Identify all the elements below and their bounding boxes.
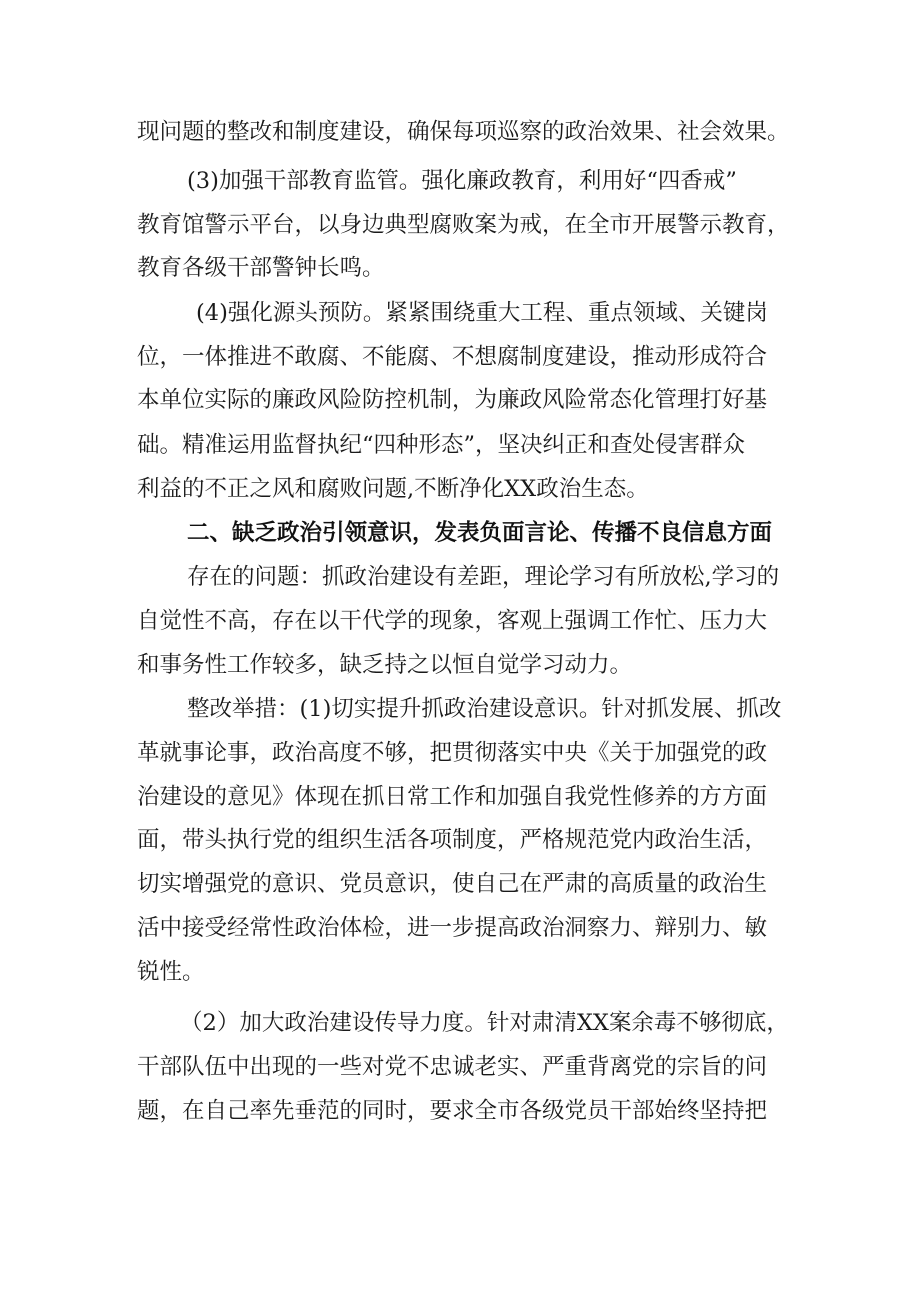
section-heading: 二、缺乏政治引领意识，发表负面言论、传播不良信息方面 [187, 520, 773, 546]
paragraph-line: 存在的问题：抓政治建设有差距，理论学习有所放松,学习的 [187, 564, 780, 590]
paragraph-line: 治建设的意见》体现在抓日常工作和加强自我党性修养的方方面 [137, 784, 768, 810]
paragraph-line: 锐性。 [137, 959, 205, 985]
paragraph-line: 教育馆警示平台，以身边典型腐败案为戒，在全市开展警示教育， [137, 212, 790, 238]
paragraph-line: 教育各级干部警钟长鸣。 [137, 255, 385, 281]
paragraph-line: 切实增强党的意识、党员意识，使自己在严肃的高质量的政治生 [137, 871, 768, 897]
paragraph-line: 本单位实际的廉政风险防控机制，为廉政风险常态化管理打好基 [137, 387, 768, 413]
paragraph-line: 整改举措：(1)切实提升抓政治建设意识。针对抓发展、抓改 [187, 696, 782, 722]
paragraph-line: 自觉性不高，存在以干代学的现象，客观上强调工作忙、压力大 [137, 608, 768, 634]
paragraph-line: 和事务性工作较多，缺乏持之以恒自觉学习动力。 [137, 652, 633, 678]
paragraph-line: 础。精准运用监督执纪“四种形态”，坚决纠正和查处侵害群众 [137, 432, 746, 458]
paragraph-line: 革就事论事，政治高度不够，把贯彻落实中央《关于加强党的政 [137, 740, 768, 766]
paragraph-line: 面，带头执行党的组织生活各项制度，严格规范党内政治生活， [137, 827, 768, 853]
paragraph-line: 现问题的整改和制度建设，确保每项巡察的政治效果、社会效果。 [137, 119, 790, 145]
paragraph-line: (4)强化源头预防。紧紧围绕重大工程、重点领域、关键岗 [196, 300, 768, 326]
paragraph-line: 利益的不正之风和腐败问题,不断净化XX政治生态。 [137, 476, 649, 502]
paragraph-line: 位，一体推进不敢腐、不能腐、不想腐制度建设，推动形成符合 [137, 344, 768, 370]
paragraph-line: 干部队伍中出现的一些对党不忠诚老实、严重背离党的宗旨的问 [137, 1054, 768, 1080]
paragraph-line: 题，在自己率先垂范的同时，要求全市各级党员干部始终坚持把 [137, 1098, 768, 1124]
paragraph-line: (3)加强干部教育监管。强化廉政教育，利用好“四香戒” [187, 168, 737, 194]
paragraph-line: 活中接受经常性政治体检，进一步提高政治洞察力、辩别力、敏 [137, 915, 768, 941]
paragraph-line: （2）加大政治建设传导力度。针对肃清XX案余毒不够彻底， [180, 1010, 789, 1036]
